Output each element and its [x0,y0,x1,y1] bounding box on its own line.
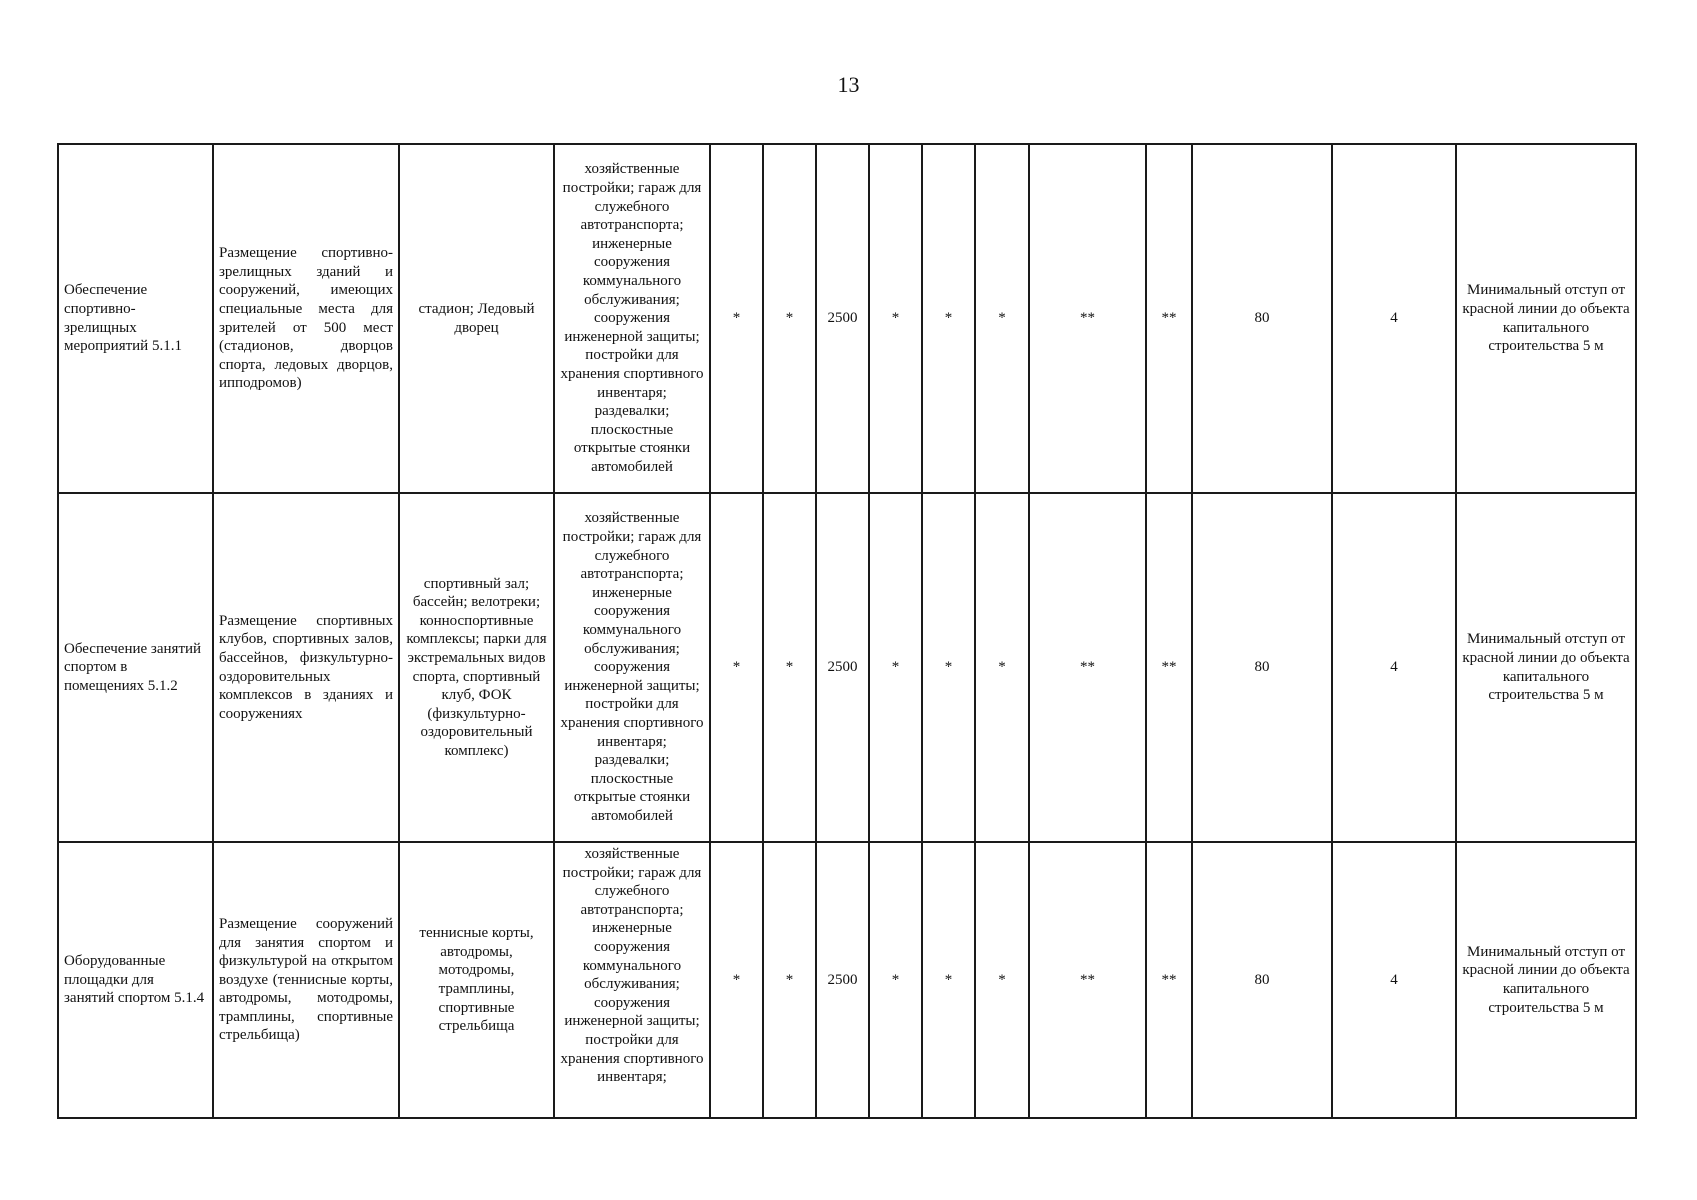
param-cell: * [710,144,763,493]
param-cell: 80 [1192,493,1332,842]
param-cell: * [922,493,975,842]
param-cell: * [763,144,816,493]
param-cell: 4 [1332,144,1456,493]
param-cell: * [710,493,763,842]
main-objects: теннисные корты, автодромы, мотодромы, трамплины, спортивные стрельбища [399,842,554,1118]
param-cell: 4 [1332,842,1456,1118]
param-cell: ** [1029,493,1146,842]
param-cell: * [922,842,975,1118]
land-use-type: Обеспечение занятий спортом в помещениях 5.1.2 [58,493,213,842]
param-cell: * [975,144,1029,493]
auxiliary-objects: хозяйственные постройки; гараж для служебного автотранспорта; инженерные сооружения коммунального обслуживания; сооружения инженерной защиты; постройки для хранения спортивного инвентаря; раздевалки; плоскостные открытые стоянки автомобилей [554,144,710,493]
restriction-note: Минимальный отступ от красной линии до объекта капитального строительства 5 м [1456,842,1636,1118]
param-cell: * [922,144,975,493]
restriction-note: Минимальный отступ от красной линии до объекта капитального строительства 5 м [1456,493,1636,842]
param-cell: * [869,842,922,1118]
param-cell: * [763,493,816,842]
param-cell: * [710,842,763,1118]
param-cell: ** [1029,842,1146,1118]
table-row [58,842,1636,1118]
param-cell: 2500 [816,842,869,1118]
auxiliary-objects: хозяйственные постройки; гараж для служебного автотранспорта; инженерные сооружения коммунального обслуживания; сооружения инженерной защиты; постройки для хранения спортивного инвентаря; [554,842,710,1118]
param-cell: 2500 [816,493,869,842]
page-number: 13 [837,72,860,97]
main-objects: стадион; Ледовый дворец [399,144,554,493]
param-cell: 2500 [816,144,869,493]
param-cell: ** [1146,144,1192,493]
land-use-table [57,143,1637,1119]
table-row [58,144,1636,493]
auxiliary-objects: хозяйственные постройки; гараж для служебного автотранспорта; инженерные сооружения коммунального обслуживания; сооружения инженерной защиты; постройки для хранения спортивного инвентаря; раздевалки; плоскостные открытые стоянки автомобилей [554,493,710,842]
restriction-note: Минимальный отступ от красной линии до объекта капитального строительства 5 м [1456,144,1636,493]
land-use-description: Размещение сооружений для занятия спортом и физкультурой на открытом воздухе (теннисные корты, автодромы, мотодромы, трамплины, спортивные стрельбища) [213,842,399,1118]
land-use-type: Обеспечение спортивно-зрелищных мероприятий 5.1.1 [58,144,213,493]
land-use-description: Размещение спортивно-зрелищных зданий и сооружений, имеющих специальные места для зрителей от 500 мест (стадионов, дворцов спорта, ледовых дворцов, ипподромов) [213,144,399,493]
param-cell: 80 [1192,842,1332,1118]
land-use-type: Оборудованные площадки для занятий спортом 5.1.4 [58,842,213,1118]
param-cell: * [869,493,922,842]
param-cell: ** [1029,144,1146,493]
land-use-description: Размещение спортивных клубов, спортивных залов, бассейнов, физкультурно-оздоровительных комплексов в зданиях и сооружениях [213,493,399,842]
param-cell: 80 [1192,144,1332,493]
param-cell: * [975,842,1029,1118]
param-cell: ** [1146,493,1192,842]
param-cell: ** [1146,842,1192,1118]
param-cell: 4 [1332,493,1456,842]
main-objects: спортивный зал; бассейн; велотреки; конноспортивные комплексы; парки для экстремальных видов спорта, спортивный клуб, ФОК (физкультурно-оздоровительный комплекс) [399,493,554,842]
param-cell: * [763,842,816,1118]
table-row [58,493,1636,842]
param-cell: * [869,144,922,493]
param-cell: * [975,493,1029,842]
